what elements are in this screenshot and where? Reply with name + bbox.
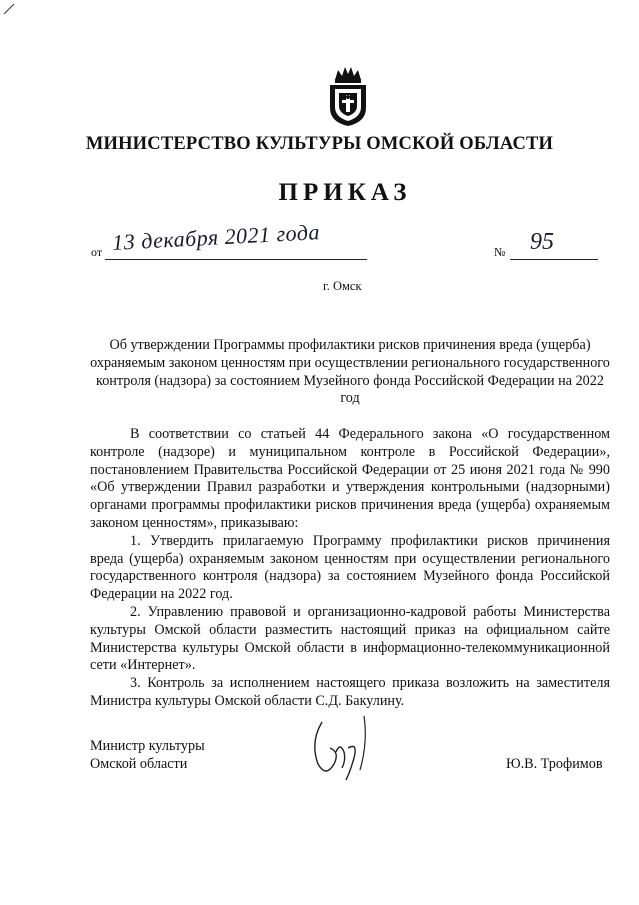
signatory-title: [90, 738, 205, 774]
coat-of-arms-icon: [326, 64, 370, 128]
order-body: [90, 426, 610, 711]
signatory-title-line-2: Омской области: [90, 755, 188, 772]
number-handwritten-value: 95: [530, 229, 554, 255]
scan-mark-icon: [2, 2, 16, 16]
signatory-name: Ю.В. Трофимов: [506, 756, 603, 772]
signatory-title-line-1: Министр культуры: [90, 738, 205, 754]
order-subject: Об утверждении Программы профилактики рисков причинения вреда (ущерба) охраняемым законом ценностям при осуществлении регионального государственного контроля (надзора) за состоянием Музейного фонда Российской Федерации на 2022 год: [90, 337, 610, 407]
number-field: [494, 229, 604, 263]
number-sign: №: [494, 245, 506, 259]
date-prefix: от: [91, 245, 103, 259]
handwritten-signature: [306, 712, 378, 784]
date-handwritten-value: 13 декабря 2021 года: [111, 219, 321, 256]
order-item-3: 3. Контроль за исполнением настоящего приказа возложить на заместителя Министра культуры Омской области С.Д. Бакулину.: [90, 675, 610, 709]
document-type-title: ПРИКАЗ: [278, 179, 412, 206]
ministry-name: МИНИСТЕРСТВО КУЛЬТУРЫ ОМСКОЙ ОБЛАСТИ: [85, 134, 554, 154]
date-field: [91, 219, 381, 263]
order-item-1: 1. Утвердить прилагаемую Программу профилактики рисков причинения вреда (ущерба) охраняемым законом ценностям при осуществлении регионального государственного контроля (надзора) за состоянием Музейного фонда Российской Федерации на 2022 год.: [90, 532, 610, 603]
city-label: г. Омск: [323, 279, 362, 293]
number-underline: [510, 259, 598, 260]
date-underline: [105, 259, 367, 260]
preamble-paragraph: В соответствии со статьей 44 Федерального закона «О государственном контроле (надзоре) и муниципальном контроле в Российской Федерации», постановлением Правительства Российской Федерации от 25 июня 2021 года № 990 «Об утверждении Правил разработки и утверждения контрольными (надзорными) органами программы профилактики рисков причинения вреда (ущерба) охраняемым законом ценностям», приказываю:: [90, 426, 610, 531]
order-item-2: 2. Управлению правовой и организационно-кадровой работы Министерства культуры Омской области разместить настоящий приказ на официальном сайте Министерства культуры Омской области в информационно-телекоммуникационной сети «Интернет».: [90, 603, 610, 674]
